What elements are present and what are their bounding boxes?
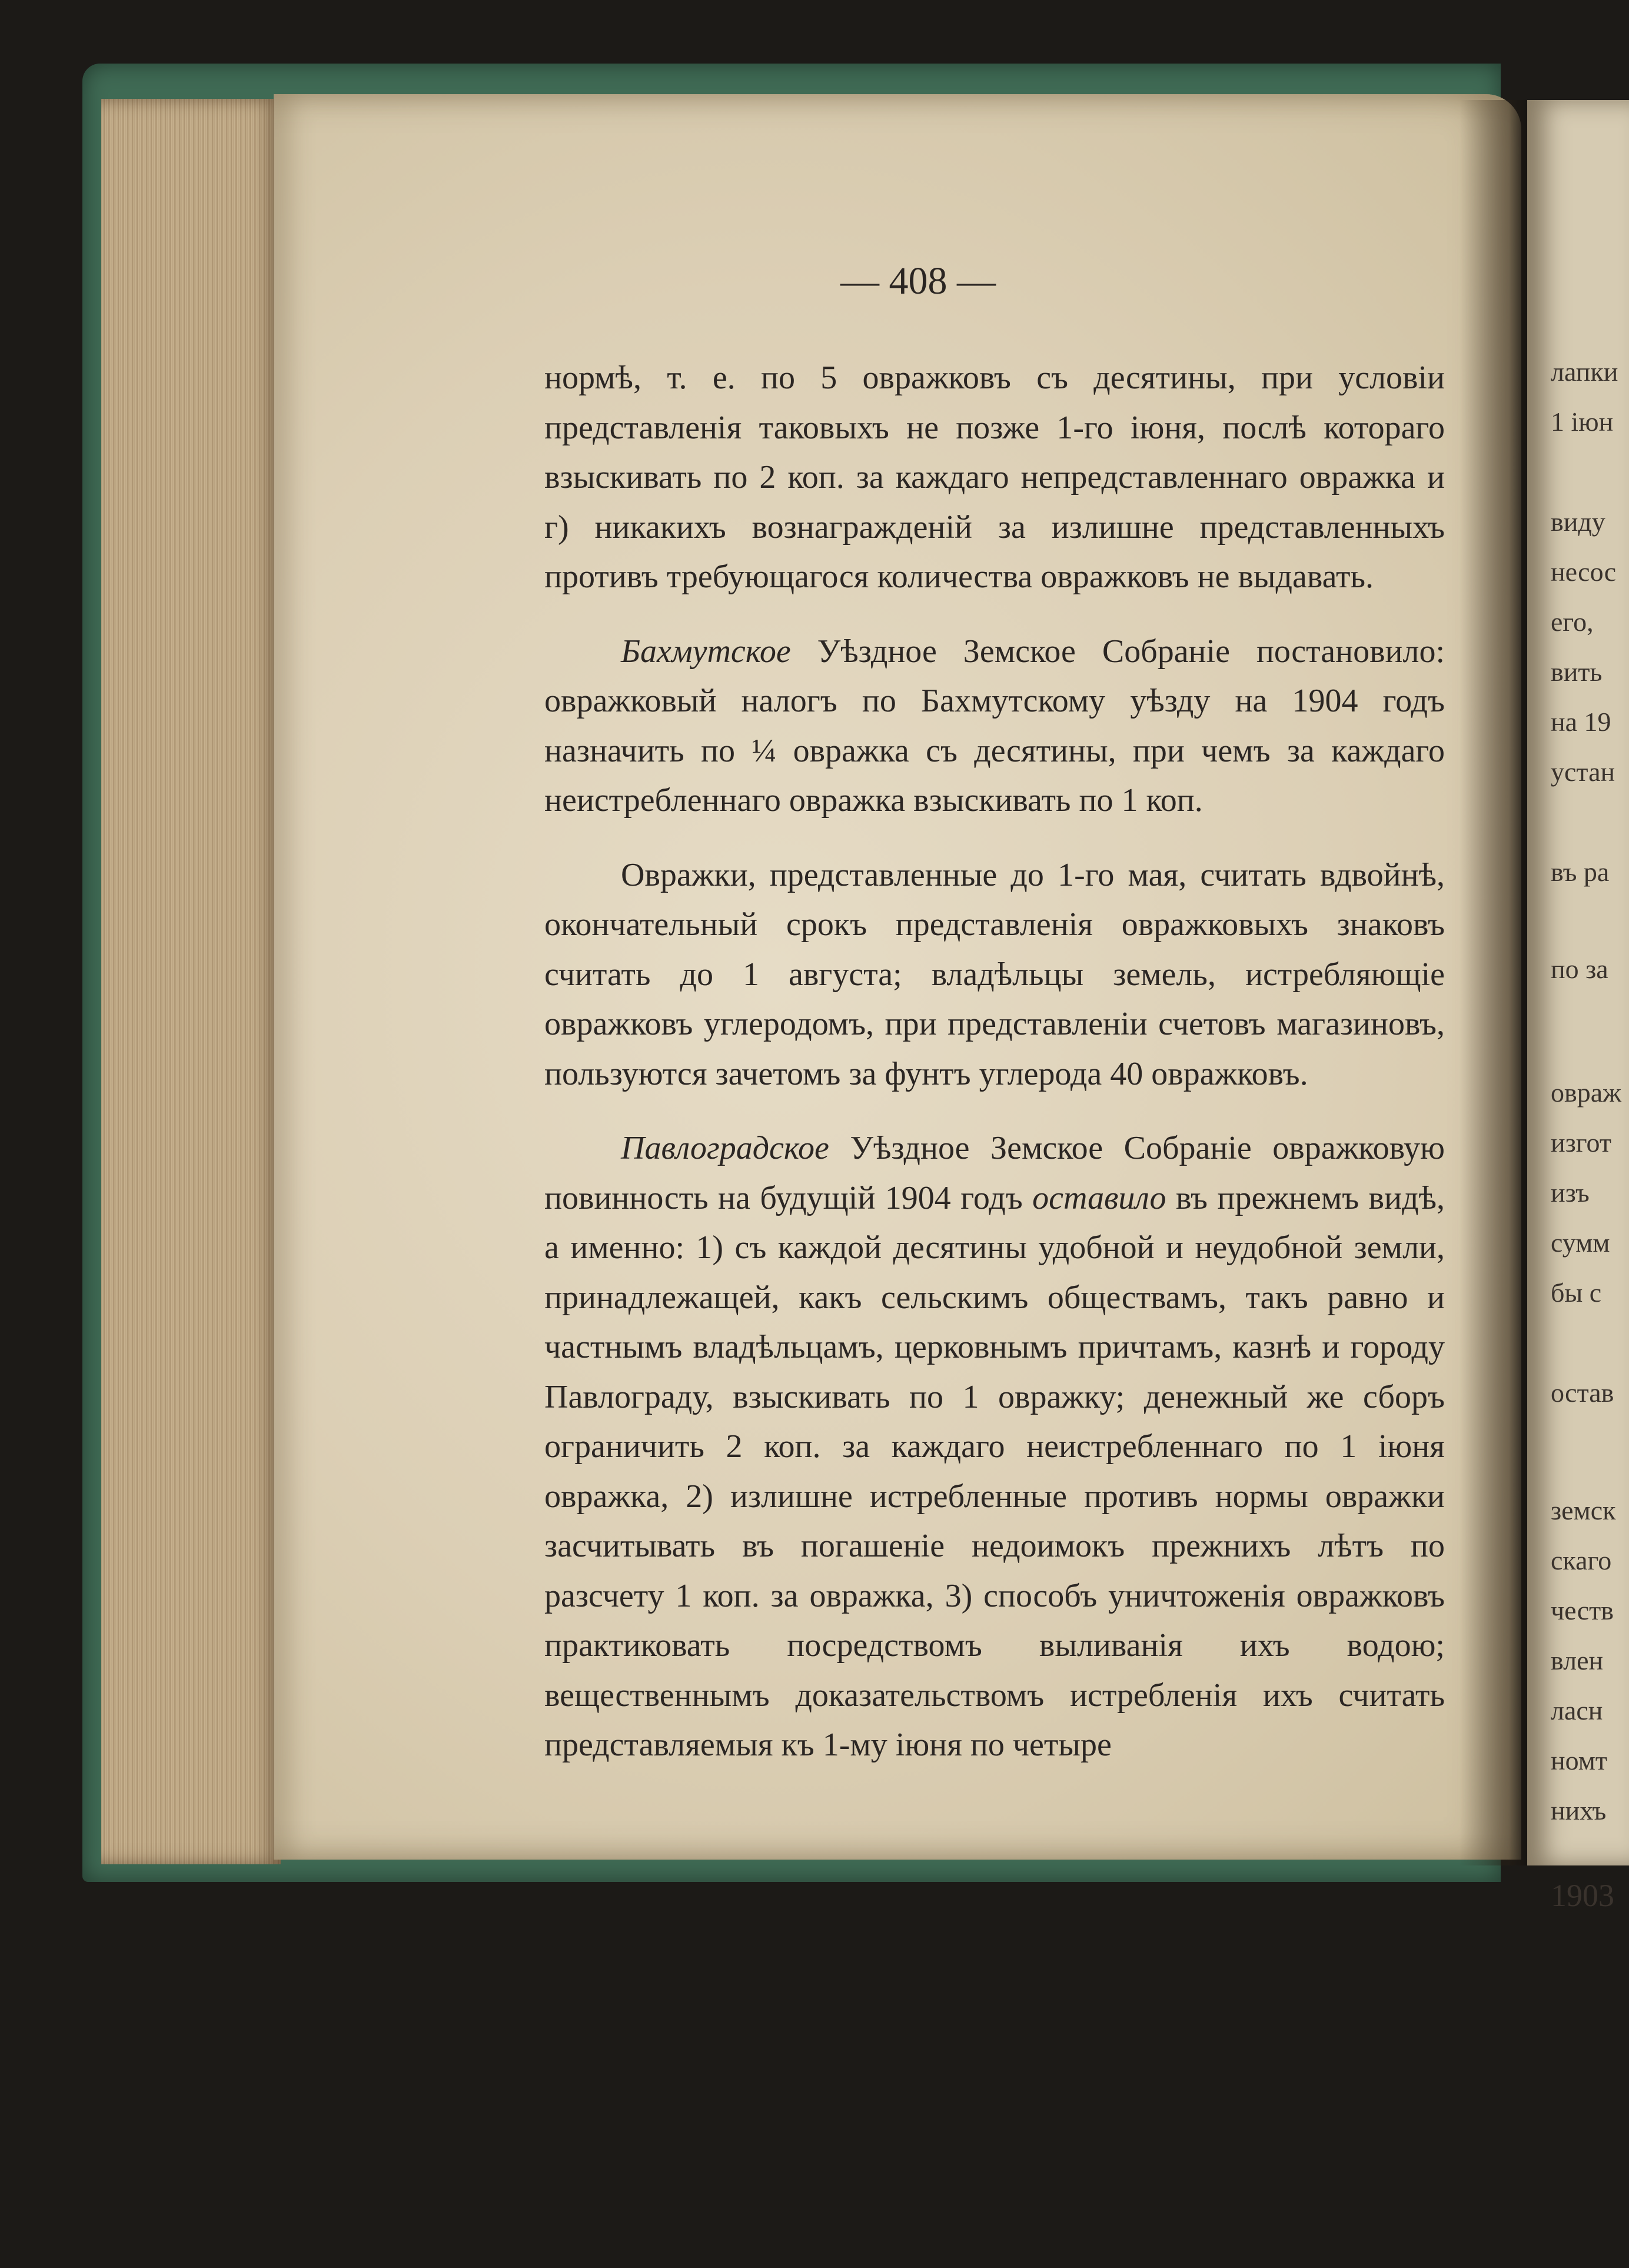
- facing-fragment: земск: [1551, 1495, 1616, 1525]
- facing-fragment: по за: [1551, 954, 1608, 984]
- facing-fragment: въ ра: [1551, 857, 1610, 887]
- facing-fragment: на 19: [1551, 707, 1611, 737]
- facing-fragment: изгот: [1551, 1128, 1612, 1158]
- district-name-italic: Павлоградское: [621, 1130, 829, 1166]
- text-run: нормѣ, т. е. по 5 овражковъ съ десятины, при условіи представленія таковыхъ не позже 1-го іюня, послѣ котораго взыскивать по 2 коп. за каждаго непредставленнаго овражка и г) никакихъ вознагражденій за излишне представленныхъ противъ требующагося количества овражковъ не выдавать.: [544, 360, 1445, 595]
- facing-fragment: остав: [1551, 1378, 1614, 1408]
- paragraph: [544, 627, 1445, 826]
- body-text: [544, 353, 1445, 1770]
- facing-fragment: его,: [1551, 607, 1594, 637]
- facing-fragment: изъ: [1551, 1178, 1590, 1208]
- text-run: въ прежнемъ видѣ, а именно: 1) съ каждой десятины удобной и неудобной земли, принадлежащей, какъ сельскимъ обществамъ, такъ равно и частнымъ владѣльцамъ, церковнымъ причтамъ, казнѣ и городу Павлограду, взыскивать по 1 овражку; денежный же сборъ ограничить 2 коп. за каждаго неистребленнаго по 1 іюня овражка, 2) излишне истребленные противъ нормы овражки засчитывать въ погашеніе недоимокъ прежнихъ лѣтъ по разсчету 1 коп. за овражка, 3) способъ уничтоженія овражковъ практиковать посредствомъ выливанія ихъ водою; вещественнымъ доказательствомъ истребленія ихъ считать представляемыя къ 1-му іюня по четыре: [544, 1179, 1445, 1763]
- facing-fragment: влен: [1551, 1645, 1604, 1675]
- facing-fragment: вить: [1551, 657, 1603, 687]
- facing-fragment: 1 іюн: [1551, 407, 1614, 437]
- facing-fragment: сумм: [1551, 1228, 1610, 1258]
- facing-fragment: номт: [1551, 1745, 1607, 1775]
- facing-fragment: устан: [1551, 757, 1615, 787]
- emphasis-italic: оставило: [1032, 1179, 1166, 1216]
- text-run: Овражки, представленные до 1-го мая, считать вдвойнѣ, окончательный срокъ представленія овражковыхъ знаковъ считать до 1 августа; владѣльцы земель, истребляющіе овражковъ углеродомъ, при представленіи счетовъ магазиновъ, пользуются зачетомъ за фунтъ углерода 40 овражковъ.: [544, 856, 1445, 1092]
- facing-fragment: овраж: [1551, 1078, 1621, 1108]
- district-name-italic: Бахмутское: [621, 633, 791, 670]
- facing-fragment: скаго: [1551, 1545, 1612, 1575]
- facing-fragment: ласн: [1551, 1695, 1603, 1725]
- facing-fragment: нихъ: [1551, 1795, 1607, 1825]
- page-edges: [101, 99, 281, 1864]
- facing-fragment: честв: [1551, 1595, 1614, 1625]
- page-number: — 408 —: [840, 260, 996, 302]
- facing-fragment: несос: [1551, 557, 1617, 587]
- book-gutter: [1460, 100, 1530, 1865]
- facing-fragment: бы с: [1551, 1278, 1602, 1308]
- text-run: Уѣздное Земское Собраніе постановило: овражковый налогъ по Бахмутскому уѣзду на 1904 годъ назначить по ¼ овражка съ десятины, при чемъ за каждаго неистребленнаго овражка взыскивать по 1 коп.: [544, 633, 1445, 819]
- facing-fragment: лапки: [1551, 357, 1618, 387]
- paragraph: [544, 1123, 1445, 1770]
- text-run: Уѣздное Земское Собраніе овражковую повинность на будущій 1904 годъ: [544, 1130, 1445, 1216]
- paragraph: [544, 850, 1445, 1099]
- facing-fragment: 1903: [1551, 1878, 1614, 1913]
- paragraph: [544, 353, 1445, 602]
- facing-fragment: виду: [1551, 507, 1605, 537]
